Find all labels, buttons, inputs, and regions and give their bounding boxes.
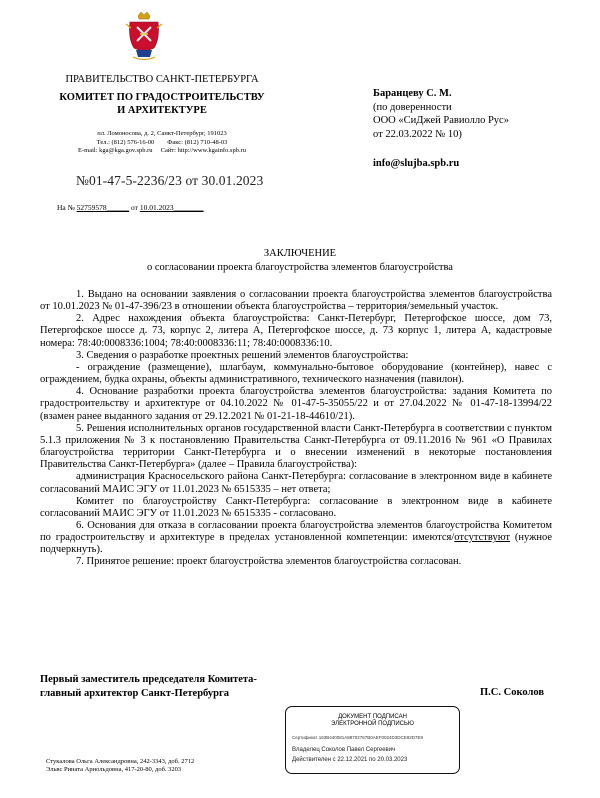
recipient-name: Баранцеву С. М.: [373, 88, 452, 99]
email-site-line: E-mail: kga@kga.gov.spb.ru Сайт: http://www.kgainfo.spb.ru: [78, 147, 246, 154]
stamp-header: [286, 714, 459, 728]
executors: [46, 758, 194, 774]
signatory-name: П.С. Соколов: [480, 687, 545, 698]
committee-name-line1: КОМИТЕТ ПО ГРАДОСТРОИТЕЛЬСТВУ: [59, 92, 265, 103]
stamp-certificate: Сертификат 163B440081A88702767B0AEF0024D3DCE82D7E9: [292, 735, 424, 740]
p6-tail: (нужное подчеркнуть).: [40, 532, 552, 556]
committee-name-line2: И АРХИТЕКТУРЕ: [117, 105, 207, 116]
title-heading: ЗАКЛЮЧЕНИЕ: [263, 248, 337, 259]
stamp-line1: ДОКУМЕНТ ПОДПИСАН: [338, 714, 407, 720]
ref-from: от: [131, 203, 138, 212]
coat-of-arms-emblem: [124, 10, 164, 64]
committee-name: [40, 91, 284, 117]
paragraph-1: 1. Выдано на основании заявления о согласовании проекта благоустройства элементов благоустройства от 10.01.2023 № 01-47-396/23 в отношении объекта благоустройства – территория/земельный участок.: [40, 289, 552, 313]
paragraph-5-admin: администрация Красносельского района Санкт-Петербурга: согласование в электронном виде в кабинете согласований МАИС ЭГУ от 11.01.2023 № 6515335 – нет ответа;: [40, 471, 552, 495]
paragraph-4: 4. Основание разработки проекта благоустройства элементов благоустройства: задания Комитета по градостроительству и архитектуре от 04.10.2022 № 01-47-5-35055/22 и от 27.04.2022 № 01-47-18-13994/22 (взамен ранее выданного задания от 29.12.2021 № 01-21-18-44610/21).: [40, 386, 552, 422]
ref-number: 52759578______: [76, 203, 130, 212]
recipient-email: info@slujba.spb.ru: [373, 158, 460, 169]
p6-text: 6. Основания для отказа в согласовании проекта благоустройства элементов благоустройства Комитетом по градостроительству и архитектуре в пределах установленной компетенции: имеются/: [40, 519, 552, 544]
ref-date: 10.01.2023________: [139, 203, 204, 212]
document-title: [40, 247, 560, 275]
outgoing-number: №01-47-5-2236/23 от 30.01.2023: [76, 173, 264, 188]
recipient-line: ООО «СиДжей Равиолло Рус»: [373, 115, 509, 126]
phone-fax-line: Тел.: (812) 576-16-00 Факс: (812) 710-48-03: [96, 138, 228, 146]
reference-line: [57, 203, 204, 212]
title-subheading: о согласовании проекта благоустройства элементов благоустройства: [147, 262, 453, 273]
paragraph-3: 3. Сведения о разработке проектных решений элементов благоустройства:: [76, 349, 409, 361]
ref-prefix: На №: [57, 203, 75, 212]
position-line1: Первый заместитель председателя Комитета-: [40, 674, 257, 685]
paragraph-3-details: - ограждение (размещение), шлагбаум, коммунально-бытовое оборудование (контейнер), навес с ограждением, будка охраны, объекты административного, технического назначения (павилон).: [40, 361, 552, 386]
p6-underlined-choice: отсутствуют: [454, 532, 510, 544]
stamp-validity: Действителен с 22.12.2021 по 20.03.2023: [292, 757, 408, 763]
document-body: [40, 289, 552, 569]
stamp-owner: Владелец Соколов Павел Сергеевич: [292, 747, 396, 753]
government-name: ПРАВИТЕЛЬСТВО САНКТ-ПЕТЕРБУРГА: [65, 74, 259, 85]
executor-line: Стукалова Ольга Александровна, 242-3343, доб. 2712: [46, 758, 195, 765]
recipient-line: от 22.03.2022 № 10): [373, 128, 462, 140]
committee-contacts: [40, 130, 284, 156]
position-line2: главный архитектор Санкт-Петербурга: [40, 688, 229, 699]
executor-line: Эльвс Рината Арнольдовна, 417-20-80, доб. 3203: [46, 766, 182, 773]
signatory-position: [40, 673, 340, 701]
paragraph-7: 7. Принятое решение: проект благоустройства элементов благоустройства согласован.: [76, 556, 462, 568]
paragraph-6: [40, 520, 552, 556]
recipient-line: (по доверенности: [373, 101, 452, 113]
electronic-signature-stamp: [285, 706, 460, 774]
paragraph-5-committee: Комитет по благоустройству Санкт-Петербурга: согласование в электронном виде в кабинете согласований МАИС ЭГУ от 11.01.2023 № 6515335 - согласовано.: [40, 495, 552, 519]
paragraph-5: 5. Решения исполнительных органов государственной власти Санкт-Петербурга в соответствии с пунктом 5.1.3 приложения № 3 к постановлению Правительства Санкт-Петербурга от 09.11.2016 № 961 «О Правилах благоустройства территории Санкт-Петербурга и о внесении изменений в некоторые постановления Правительства Санкт-Петербурга» (далее – Правила благоустройства):: [40, 422, 552, 471]
recipient-block: [373, 87, 573, 141]
paragraph-2: 2. Адрес нахождения объекта благоустройства: Санкт-Петербург, Петергофское шоссе, дом 73, Петергофское шоссе д. 73, корпус 2, литера А, Петергофское шоссе, д. 73 корпус 1, литера А, кадастровые номера: 78:40:0008336:1004; 78:40:0008336:11; 78:40:0008336:10.: [40, 313, 552, 349]
address-line: пл. Ломоносова, д. 2, Санкт-Петербург, 191023: [97, 130, 227, 137]
stamp-line2: ЭЛЕКТРОННОЙ ПОДПИСЬЮ: [331, 721, 414, 727]
